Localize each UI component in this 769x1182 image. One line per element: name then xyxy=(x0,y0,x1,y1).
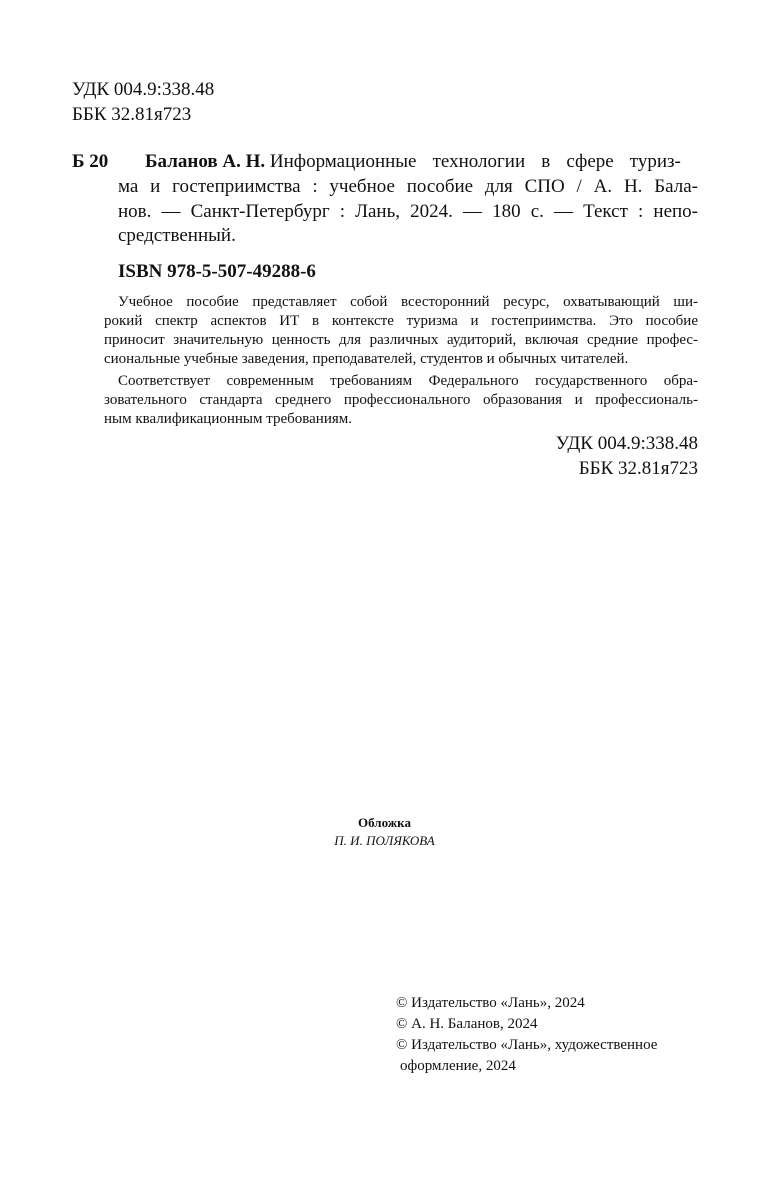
annotation-line-4: сиональные учебные заведения, преподавателей, студентов и обычных читателей. xyxy=(104,351,629,367)
annotation-line-6: зовательного стандарта среднего профессионального образования и профессиональ- xyxy=(104,392,698,408)
annotation-line-3: приносит значительную ценность для различных аудиторий, включая средние профес- xyxy=(104,332,698,348)
author-name: Баланов А. Н. xyxy=(145,151,266,172)
copyright-line-2: © А. Н. Баланов, 2024 xyxy=(396,1016,538,1032)
copyright-line-1: © Издательство «Лань», 2024 xyxy=(396,995,585,1011)
annotation-line-7: ным квалификационным требованиям. xyxy=(104,411,352,427)
cover-label: Обложка xyxy=(358,815,411,830)
bibliographic-entry-line-3: нов. — Санкт-Петербург : Лань, 2024. — 180 с. — Текст : непо- xyxy=(118,201,698,222)
bbk-code: ББК 32.81я723 xyxy=(72,104,192,125)
udk-code: УДК 004.9:338.48 xyxy=(72,79,215,100)
cover-designer: П. И. ПОЛЯКОВА xyxy=(334,833,435,848)
bibliographic-entry-line-1 xyxy=(145,150,681,174)
udk-code-bottom: УДК 004.9:338.48 xyxy=(555,433,698,454)
bbk-code-bottom: ББК 32.81я723 xyxy=(578,458,698,479)
catalog-code: Б 20 xyxy=(72,151,109,172)
bibliographic-entry-line-2: ма и гостеприимства : учебное пособие для СПО / А. Н. Бала- xyxy=(118,176,698,197)
isbn: ISBN 978-5-507-49288-6 xyxy=(118,261,316,282)
copyright-line-3: © Издательство «Лань», художественное xyxy=(396,1037,658,1053)
copyright-line-4: оформление, 2024 xyxy=(400,1058,516,1074)
annotation-line-1: Учебное пособие представляет собой всесторонний ресурс, охватывающий ши- xyxy=(118,294,698,310)
title-start: Информационные технологии в сфере туриз- xyxy=(269,151,681,172)
bibliographic-entry-line-4: средственный. xyxy=(118,225,236,246)
annotation-line-2: рокий спектр аспектов ИТ в контексте туризма и гостеприимства. Это пособие xyxy=(104,313,698,329)
annotation-line-5: Соответствует современным требованиям Федерального государственного обра- xyxy=(118,373,698,389)
